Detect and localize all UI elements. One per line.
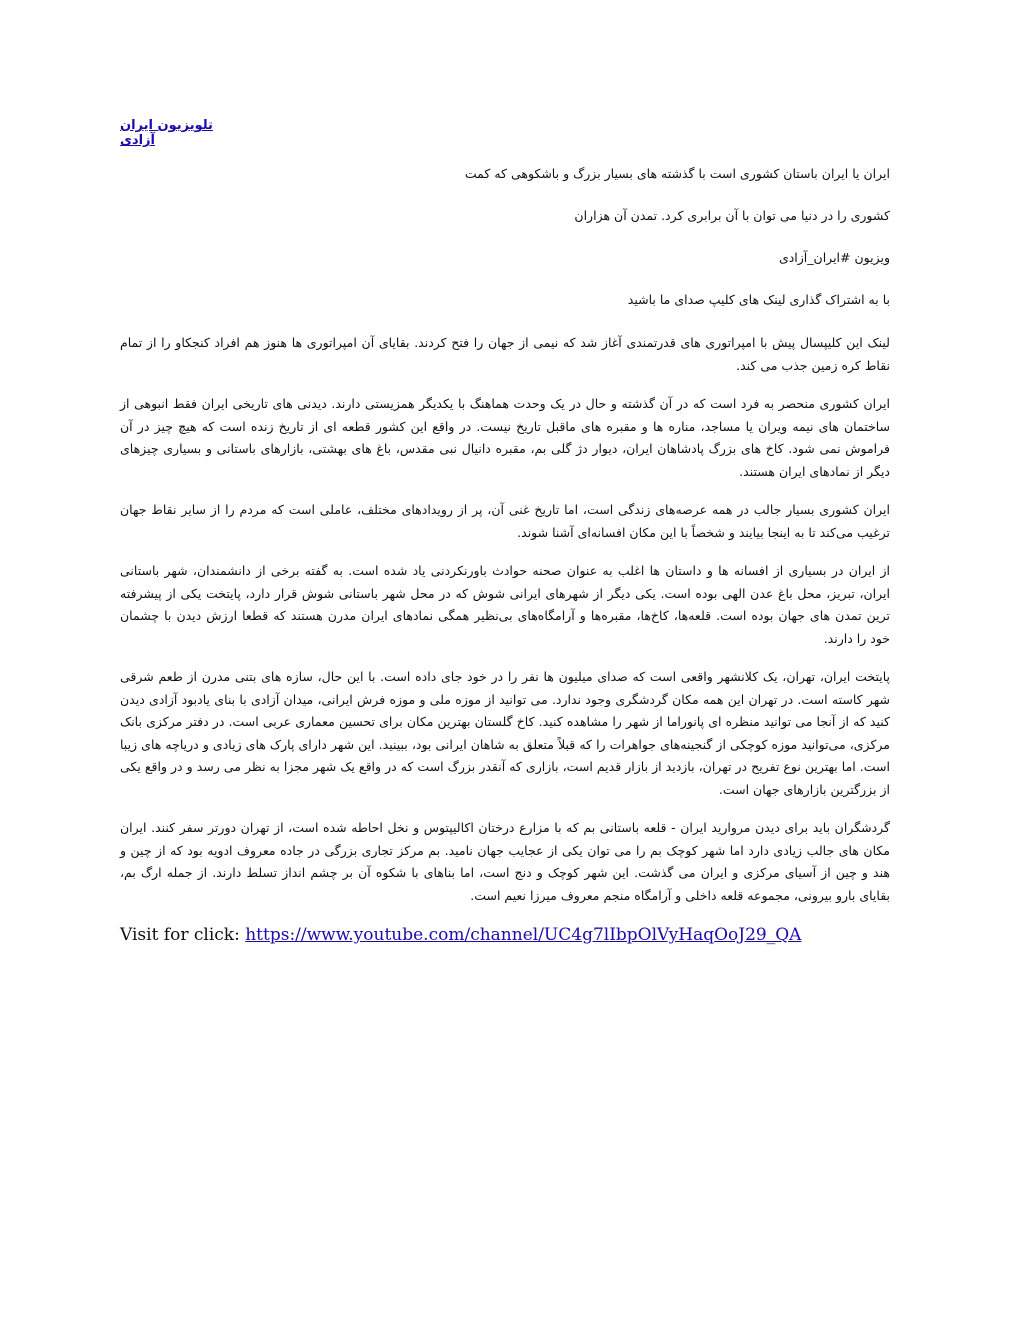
title-link[interactable]: تلویزیون ایران آزادی [120,118,213,148]
youtube-channel-link[interactable]: https://www.youtube.com/channel/UC4g7lIbpOlVyHaqOoJ29_QA [245,925,802,945]
paragraph-1: لینک این کلیپسال پیش با امپراتوری های قدرتمندی آغاز شد که نیمی از جهان را فتح کردند. بقایای آن امپراتوری ها هنوز هم افراد کنجکاو را از تمام نقاط کره زمین جذب می کند. [120,335,890,373]
paragraph-4: از ایران در بسیاری از افسانه ها و داستان ها اغلب به عنوان صحنه حوادث باورنکردنی یاد شده است. به گفته برخی از دانشمندان، شهر باستانی ایران، تبریز، محل باغ عدن الهی بوده است. یکی دیگر از شهرهای ایرانی شوش که در محل شهر باستانی شوش قرار دارد، پایتخت یکی از پیشرفته ترین تمدن های جهان بوده است. قلعه‌ها، کاخ‌ها، مقبره‌ها و آرامگاه‌های بی‌نظیر همگی نمادهای ایران مدرن هستند که قطعا ارزش دیدن با چشمان خود را دارند. [120,563,890,646]
visit-line [120,925,890,945]
intro-line-3: ویزیون #ایران_آزادی [778,250,890,265]
visit-label: Visit for click: [120,925,240,945]
intro-line-1: ایران یا ایران باستان کشوری است با گذشته های بسیار بزرگ و باشکوهی که کمت [464,166,890,181]
intro-line-2: کشوری را در دنیا می توان با آن برابری کرد. تمدن آن هزاران [574,208,890,223]
paragraph-6: گردشگران باید برای دیدن مروارید ایران - قلعه باستانی بم که با مزارع درختان اکالیپتوس و نخل احاطه شده است، از تهران دورتر سفر کنند. ایران مکان های جالب زیادی دارد اما شهر کوچک بم را می توان یکی از عجایب جهان نامید. بم مرکز تجاری بزرگی در جاده معروف ادویه بود که از چین و هند و چین از آسیای مرکزی و ایران می گذشت. این شهر کوچک و دنج است، اما بناهای با شکوه آن بر چشم انداز تسلط دارند. از جمله ارگ بم، بقایای بارو بیرونی، مجموعه قلعه داخلی و آرامگاه منجم معروف میرزا نعیم است. [120,820,890,903]
intro-line-4: با به اشتراک گذاری لینک های کلیپ صدای ما باشید [627,292,890,307]
paragraph-5: پایتخت ایران، تهران، یک کلانشهر واقعی است که صدای میلیون ها نفر را در خود جای داده است. با این حال، سازه های بتنی مدرن از طعم شرقی شهر کاسته است. در تهران این همه مکان گردشگری وجود ندارد. می توانید از موزه ملی و موزه فرش ایرانی، میدان آزادی با بنای یادبود آزادی دیدن کنید که از آنجا می توانید منظره ای پانوراما از شهر را مشاهده کنید. کاخ گلستان بهترین مکان برای تحسین معماری عربی است. در دفتر مرکزی بانک مرکزی، می‌توانید موزه کوچکی از گنجینه‌های جواهرات را که قبلاً متعلق به شاهان ایرانی بود، ببینید. این شهر دارای پارک های زیادی و دریاچه های زیبا است. اما بهترین نوع تفریح در تهران، بازدید از بازار قدیم است، بازاری که آنقدر بزرگ است که در واقع یک شهر مجزا به نظر می رسد و در واقع یکی از بزرگترین بازارهای جهان است. [120,669,890,797]
paragraph-3: ایران کشوری بسیار جالب در همه عرصه‌های زندگی است، اما تاریخ غنی آن، پر از رویدادهای مختلف، عاملی است که مردم را از سایر نقاط جهان ترغیب می‌کند تا به اینجا بیایند و شخصاً با این مکان افسانه‌ای آشنا شوند. [120,502,890,540]
document-page [120,118,890,945]
paragraph-2: ایران کشوری منحصر به فرد است که در آن گذشته و حال در یک وحدت هماهنگ با یکدیگر همزیستی دارند. دیدنی های تاریخی ایران فقط انبوهی از ساختمان های نیمه ویران یا مساجد، مناره ها و مقبره های ماقبل تاریخ نیست. در واقع این کشور قطعه ای از تاریخ زنده است که هیچ چیز در آن فراموش نمی شود. کاخ های بزرگ پادشاهان ایران، دیوار دژ گلی بم، مقبره دانیال نبی مقدس، باغ های بهشتی، بازارهای باستانی و بسیاری چیزهای دیگر از نمادهای ایران هستند. [120,396,890,479]
